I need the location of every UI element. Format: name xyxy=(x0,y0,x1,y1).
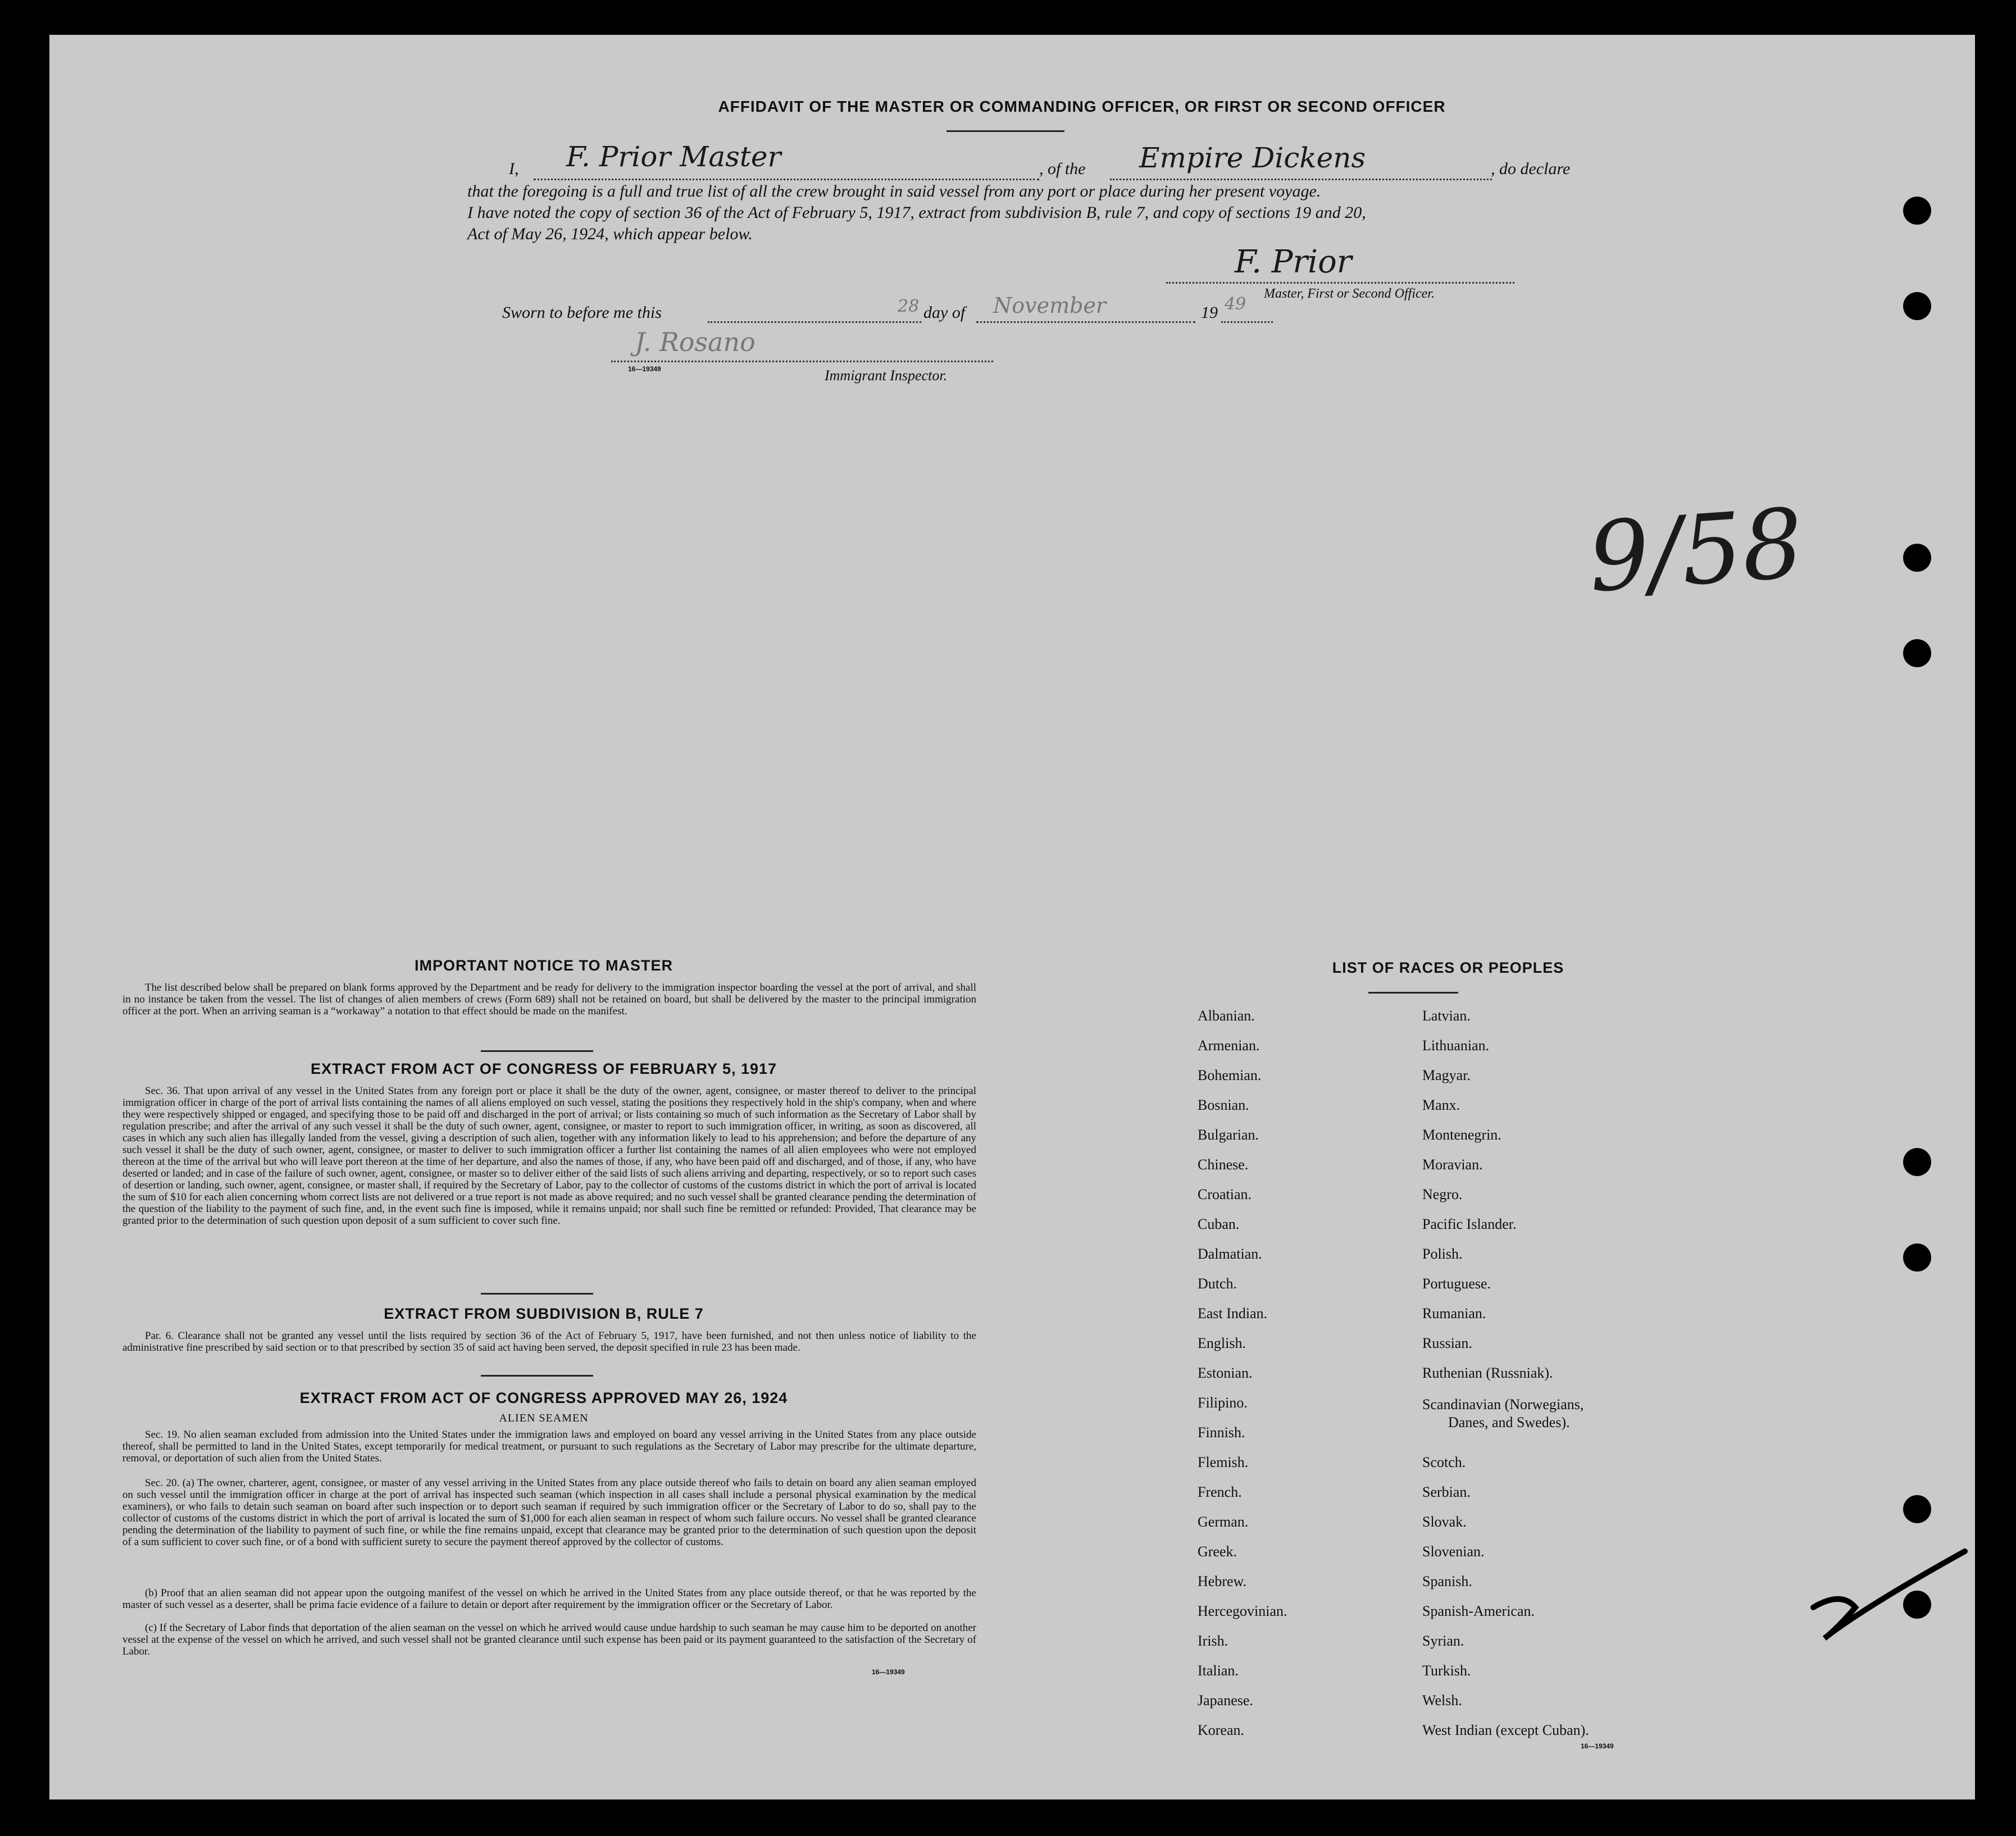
of-the-label: , of the xyxy=(1039,160,1086,178)
race-item: Filipino. xyxy=(1198,1395,1248,1411)
inspector-caption: Immigrant Inspector. xyxy=(825,367,948,384)
race-item: German. xyxy=(1198,1514,1249,1530)
punch-hole xyxy=(1903,1243,1931,1272)
inspector-line xyxy=(611,361,993,362)
punch-hole xyxy=(1903,292,1931,320)
race-item: Bohemian. xyxy=(1198,1067,1262,1083)
race-item: English. xyxy=(1198,1335,1246,1351)
race-item: Turkish. xyxy=(1422,1662,1471,1679)
race-item: Korean. xyxy=(1198,1722,1245,1738)
race-item: Rumanian. xyxy=(1422,1305,1486,1322)
race-item: Serbian. xyxy=(1422,1484,1471,1500)
vessel-name-line xyxy=(1110,179,1492,180)
master-name-line xyxy=(534,179,1039,180)
race-item: Portuguese. xyxy=(1422,1275,1491,1292)
master-signature: F. Prior xyxy=(1235,244,1352,280)
race-item: Danes, and Swedes). xyxy=(1448,1414,1570,1430)
affidavit-line-2: that the foregoing is a full and true list of all the crew brought in said vessel from any port or place during her present voyage. xyxy=(467,182,1321,201)
check-mark-icon xyxy=(1802,1523,1971,1658)
punch-hole xyxy=(1903,1495,1931,1523)
sec-19-text: Sec. 19. No alien seaman excluded from admission into the United States under the immigration laws and employed on board any vessel arriving in the United States from any place outside thereof, shall be permitted to land in the United States, except temporarily for medical treatment, or pursuant to such regulations as the Secretary of Labor may prescribe for the ultimate departure, removal, or deportation of such alien from the United States. xyxy=(122,1429,976,1464)
sec-20a-text: Sec. 20. (a) The owner, charterer, agent, consignee, or master of any vessel arriving in the United States from any place outside thereof who fails to detain on board any alien seaman employed on such vessel until the immigration officer in charge at the port of arrival has inspected such seaman (which inspection in all cases shall include a personal physical examination by the medical examiners), or who fails to detain such seaman on board after such inspection or to deport such seaman if required by such immigration officer or the Secretary of Labor to do so, shall pay to the collector of customs of the customs district in which the port of arrival is located the sum of $1,000 for each alien seaman in respect of whom such failure occurs. No vessel shall be granted clearance pending the determination of the liability to payment of such fine, or while the fine remains unpaid, except that clearance may be granted prior to the determination of such question upon the deposit of a sum sufficient to cover such fine, or of a bond with sufficient surety to secure the payment thereof approved by the collector of customs. xyxy=(122,1477,976,1548)
race-item: Armenian. xyxy=(1198,1037,1260,1054)
i-label: I, xyxy=(509,160,519,178)
race-item: West Indian (except Cuban). xyxy=(1422,1722,1589,1738)
race-item: Hebrew. xyxy=(1198,1573,1247,1589)
race-item: Slovenian. xyxy=(1422,1543,1485,1560)
race-item: Negro. xyxy=(1422,1186,1463,1202)
race-item: Polish. xyxy=(1422,1246,1463,1262)
race-item: Dalmatian. xyxy=(1198,1246,1262,1262)
race-item: Ruthenian (Russniak). xyxy=(1422,1365,1553,1381)
sworn-label: Sworn to before me this xyxy=(502,303,662,322)
extract-1924-title: EXTRACT FROM ACT OF CONGRESS APPROVED MAY 26, 1924 xyxy=(299,1389,788,1406)
race-item: Scotch. xyxy=(1422,1454,1466,1470)
punch-hole xyxy=(1903,1148,1931,1176)
extract-1917-title: EXTRACT FROM ACT OF CONGRESS OF FEBRUARY 5, 1917 xyxy=(310,1060,777,1077)
races-title: LIST OF RACES OR PEOPLES xyxy=(1332,959,1564,976)
title-divider xyxy=(946,130,1064,132)
punch-hole xyxy=(1903,197,1931,225)
extract-1917-text: Sec. 36. That upon arrival of any vessel in the United States from any foreign port or place it shall be the duty of the owner, agent, consignee, or master thereof to deliver to the principal immigration officer in charge of the port of arrival lists containing the names of all aliens employed on such vessel, stating the positions they respectively hold in the ship's company, when and where they were respectively shipped or engaged, and specifying those to be paid off and discharged in the port of arrival; or lists containing so much of such information as the Secretary of Labor shall by regulation prescribe; and after the arrival of any such vessel it shall be the duty of such owner, agent, consignee, or master to report to such immigration officer, in writing, as soon as discovered, all cases in which any such alien has illegally landed from the vessel, giving a description of such alien, together with any information likely to lead to his apprehension; and before the departure of any such vessel it shall be the duty of such owner, agent, consignee, or master to deliver to such immigration officer a further list containing the names of all alien employees who were not employed thereon at the time of the arrival but who will leave port thereon at the time of her departure, and also the names of those, if any, who have been paid off and discharged, and of those, if any, who have deserted or landed; and in case of the failure of such owner, agent, consignee, or master so to deliver either of the said lists of such aliens arriving and departing, respectively, or so to report such cases of desertion or landing, such owner, agent, consignee, or master shall, if required by the Secretary of Labor, pay to the collector of customs of the customs district in which the port of arrival is located the sum of $10 for each alien concerning whom correct lists are not delivered or a true report is not made as above required; and no such vessel shall be granted clearance pending the determination of the question of the liability to the payment of such fine, and, in the event such fine is imposed, while it remains unpaid; nor shall such fine be remitted or refunded: Provided, That clearance may be granted prior to the determination of such question upon deposit of a sum sufficient to cover such fine. xyxy=(122,1085,976,1227)
sworn-day-handwriting: 28 xyxy=(898,297,920,316)
year-line xyxy=(1221,321,1273,323)
day-of-label: day of xyxy=(923,303,966,322)
race-item: Pacific Islander. xyxy=(1422,1216,1517,1232)
race-item: French. xyxy=(1198,1484,1242,1500)
race-item: Scandinavian (Norwegians, xyxy=(1422,1396,1584,1413)
sworn-day-line xyxy=(708,321,921,323)
vessel-name-handwriting: Empire Dickens xyxy=(1139,142,1366,174)
affidavit-form-number: 16—19349 xyxy=(628,365,661,373)
signature-caption: Master, First or Second Officer. xyxy=(1264,286,1435,301)
race-item: Albanian. xyxy=(1198,1008,1255,1024)
race-item: Slovak. xyxy=(1422,1514,1467,1530)
race-item: Manx. xyxy=(1422,1097,1460,1113)
race-item: Bulgarian. xyxy=(1198,1127,1259,1143)
notice-divider xyxy=(481,1050,593,1052)
affidavit-line-4: Act of May 26, 1924, which appear below. xyxy=(467,225,753,243)
rule-7-divider xyxy=(481,1375,593,1377)
handwritten-number: 9/58 xyxy=(1585,488,1807,614)
race-item: Russian. xyxy=(1422,1335,1472,1351)
race-item: Greek. xyxy=(1198,1543,1237,1560)
race-item: Flemish. xyxy=(1198,1454,1249,1470)
punch-hole xyxy=(1903,639,1931,667)
race-item: Moravian. xyxy=(1422,1156,1483,1173)
signature-line xyxy=(1166,282,1514,284)
race-item: Spanish-American. xyxy=(1422,1603,1535,1619)
race-item: Chinese. xyxy=(1198,1156,1249,1173)
notice-text: The list described below shall be prepared on blank forms approved by the Department and be ready for delivery to the immigration inspector boarding the vessel at the port of arrival, and shall in no instance be taken from the vessel. The list of changes of alien members of crews (Form 689) shall not be retained on board, but shall be delivered by the master to the principal immigration officer at the port. When an arriving seaman is a “workaway” a notation to that effect should be made on the manifest. xyxy=(122,982,976,1017)
year-handwriting: 49 xyxy=(1225,294,1246,314)
alien-seamen-subtitle: ALIEN SEAMEN xyxy=(499,1412,589,1424)
race-item: Italian. xyxy=(1198,1662,1239,1679)
year-prefix: 19 xyxy=(1201,303,1218,322)
race-item: Latvian. xyxy=(1422,1008,1471,1024)
race-item: Croatian. xyxy=(1198,1186,1252,1202)
races-form-number: 16—19349 xyxy=(1581,1742,1614,1750)
races-divider xyxy=(1368,992,1458,994)
sworn-month-line xyxy=(976,321,1195,323)
inspector-signature: J. Rosano xyxy=(635,327,756,357)
race-item: Japanese. xyxy=(1198,1692,1253,1709)
notice-title: IMPORTANT NOTICE TO MASTER xyxy=(415,957,673,974)
race-item: Hercegovinian. xyxy=(1198,1603,1287,1619)
extract-form-number: 16—19349 xyxy=(872,1668,905,1676)
race-item: Finnish. xyxy=(1198,1424,1245,1441)
sec-20c-text: (c) If the Secretary of Labor finds that deportation of the alien seaman on the vessel on which he arrived would cause undue hardship to such seaman he may cause him to be deported on another vessel at the expense of the vessel on which he arrived, and such vessel shall not be granted clearance until such expense has been paid or its payment guaranteed to the satisfaction of the Secretary of Labor. xyxy=(122,1622,976,1657)
race-item: Irish. xyxy=(1198,1633,1228,1649)
affidavit-title: AFFIDAVIT OF THE MASTER OR COMMANDING OFFICER, OR FIRST OR SECOND OFFICER xyxy=(718,98,1446,115)
race-item: Lithuanian. xyxy=(1422,1037,1490,1054)
race-item: Estonian. xyxy=(1198,1365,1253,1381)
race-item: Dutch. xyxy=(1198,1275,1237,1292)
rule-7-title: EXTRACT FROM SUBDIVISION B, RULE 7 xyxy=(384,1305,704,1322)
master-name-handwriting: F. Prior Master xyxy=(566,140,781,173)
sec-20b-text: (b) Proof that an alien seaman did not appear upon the outgoing manifest of the vessel on which he arrived in the United States from any place outside thereof, or that he was reported by the master of such vessel as a deserter, shall be prima facie evidence of a failure to detain or deport after requirement by the immigration officer or the Secretary of Labor. xyxy=(122,1587,976,1611)
race-item: Syrian. xyxy=(1422,1633,1464,1649)
race-item: Magyar. xyxy=(1422,1067,1471,1083)
sworn-month-handwriting: November xyxy=(993,293,1107,318)
race-item: Bosnian. xyxy=(1198,1097,1249,1113)
extract-1917-divider xyxy=(481,1293,593,1295)
affidavit-line-3: I have noted the copy of section 36 of the Act of February 5, 1917, extract from subdivision B, rule 7, and copy of sections 19 and 20, xyxy=(467,203,1366,222)
race-item: Welsh. xyxy=(1422,1692,1462,1709)
race-item: Spanish. xyxy=(1422,1573,1472,1589)
race-item: Montenegrin. xyxy=(1422,1127,1501,1143)
race-item: Cuban. xyxy=(1198,1216,1240,1232)
punch-hole xyxy=(1903,544,1931,572)
do-declare-label: , do declare xyxy=(1491,160,1571,178)
document-sheet xyxy=(49,35,1975,1799)
rule-7-text: Par. 6. Clearance shall not be granted any vessel until the lists required by section 36 of the Act of February 5, 1917, have been furnished, and not then unless notice of liability to the administrative fine prescribed by said section or to that prescribed by section 35 of said act having been served, the deposit specified in rule 23 has been made. xyxy=(122,1330,976,1354)
race-item: East Indian. xyxy=(1198,1305,1268,1322)
